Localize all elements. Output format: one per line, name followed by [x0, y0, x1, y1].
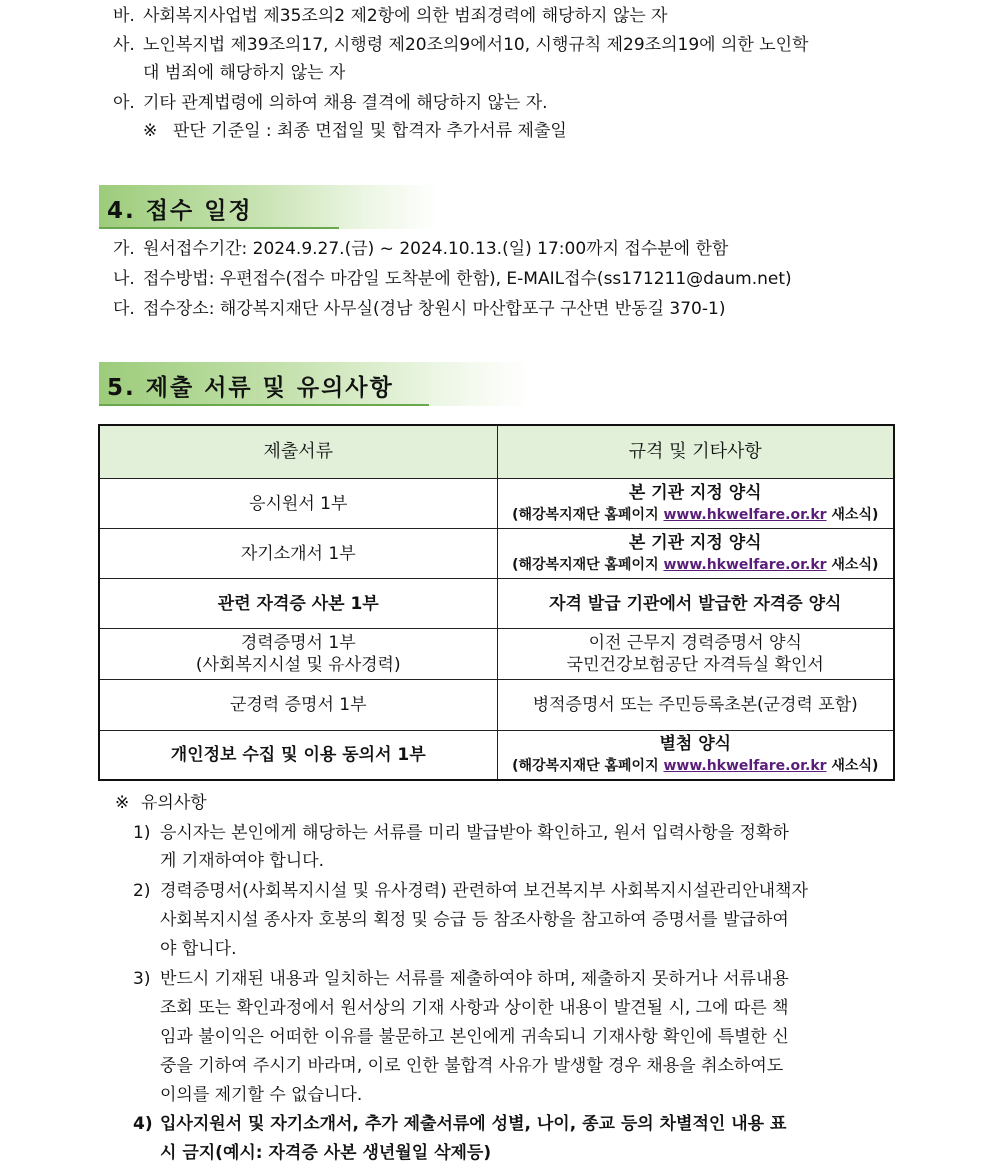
spec-cell: 자격 발급 기관에서 발급한 자격증 양식 — [497, 579, 894, 629]
spec-line: 국민건강보험공단 자격득실 확인서 — [566, 655, 824, 675]
table-row — [99, 731, 894, 780]
list-marker: 바. — [113, 6, 135, 26]
spec-line: 본 기관 지정 양식 — [628, 532, 762, 553]
table-row — [99, 529, 894, 579]
spec-cell — [497, 629, 894, 680]
schedule-text: 접수장소: 해강복지재단 사무실(경남 창원시 마산합포구 구산면 반동길 370-1) — [143, 299, 726, 319]
spec-text: 새소식) — [826, 757, 879, 774]
list-item — [113, 4, 667, 28]
notes-title — [115, 791, 207, 815]
spec-text: (해강복지재단 홈페이지 — [512, 556, 664, 573]
list-marker: 가. — [113, 239, 135, 259]
spec-line — [502, 554, 890, 576]
homepage-link[interactable]: www.hkwelfare.or.kr — [663, 506, 827, 523]
note-text-line: 경력증명서(사회복지시설 및 유사경력) 관련하여 보건복지부 사회복지시설관리안내책자 — [160, 881, 808, 901]
list-text: 대 범죄에 해당하지 않는 자 — [143, 63, 346, 83]
list-text: 기타 관계법령에 의하여 채용 결격에 해당하지 않는 자. — [143, 93, 548, 113]
schedule-text: 원서접수기간: 2024.9.27.(금) ~ 2024.10.13.(일) 17:00까지 접수분에 한함 — [143, 239, 729, 259]
table-row — [99, 579, 894, 629]
note-text-line: 시 금지(예시: 자격증 사본 생년월일 삭제등) — [160, 1143, 492, 1163]
spec-text: (해강복지재단 홈페이지 — [512, 757, 664, 774]
table-row — [99, 479, 894, 529]
note-text-line: 임과 불이익은 어떠한 이유를 불문하고 본인에게 귀속되니 기재사항 확인에 특별한 신 — [160, 1027, 789, 1047]
list-item — [113, 33, 808, 57]
section-5-title: 5. 제출 서류 및 유의사항 — [107, 375, 394, 401]
spec-line — [502, 755, 890, 777]
note-text-line: 야 합니다. — [160, 939, 237, 959]
table-header-row — [99, 425, 894, 479]
table-header: 규격 및 기타사항 — [497, 425, 894, 479]
schedule-item — [113, 237, 728, 261]
note-text-line: 반드시 기재된 내용과 일치하는 서류를 제출하여야 하며, 제출하지 못하거나 서류내용 — [160, 969, 789, 989]
spec-line — [502, 504, 890, 526]
spec-cell — [497, 479, 894, 529]
note-item — [143, 119, 567, 143]
doc-cell: 자기소개서 1부 — [99, 529, 497, 579]
spec-text: (해강복지재단 홈페이지 — [512, 506, 664, 523]
list-item — [113, 91, 548, 115]
note-text: 판단 기준일 : 최종 면접일 및 합격자 추가서류 제출일 — [173, 121, 567, 141]
list-text: 노인복지법 제39조의17, 시행령 제20조의9에서10, 시행규칙 제29조의19에 의한 노인학 — [143, 35, 809, 55]
note-text-line: 응시자는 본인에게 해당하는 서류를 미리 발급받아 확인하고, 원서 입력사항을 정확하 — [160, 823, 789, 843]
spec-line: 이전 근무지 경력증명서 양식 — [588, 633, 802, 653]
reference-mark: ※ — [115, 793, 130, 813]
list-text: 사회복지사업법 제35조의2 제2항에 의한 범죄경력에 해당하지 않는 자 — [143, 6, 668, 26]
spec-line: 별첨 양식 — [659, 733, 732, 754]
schedule-item — [113, 267, 792, 291]
doc-cell: 응시원서 1부 — [99, 479, 497, 529]
list-item-continuation — [143, 61, 345, 85]
list-marker: 사. — [113, 35, 135, 55]
section-5-header — [99, 362, 529, 406]
reference-mark: ※ — [143, 121, 158, 141]
spec-cell — [497, 529, 894, 579]
table-row — [99, 629, 894, 680]
spec-cell — [497, 731, 894, 780]
doc-cell: 개인정보 수집 및 이용 동의서 1부 — [99, 731, 497, 780]
list-marker: 나. — [113, 269, 135, 289]
schedule-text: 접수방법: 우편접수(접수 마감일 도착분에 한함), E-MAIL접수(ss171211@daum.net) — [143, 269, 792, 289]
spec-cell: 병적증명서 또는 주민등록초본(군경력 포함) — [497, 680, 894, 731]
doc-cell: 군경력 증명서 1부 — [99, 680, 497, 731]
schedule-item — [113, 297, 725, 321]
homepage-link[interactable]: www.hkwelfare.or.kr — [663, 556, 827, 573]
section-4-header — [99, 185, 439, 229]
note-text-line: 이의를 제기할 수 없습니다. — [160, 1085, 363, 1105]
note-number: 3) — [133, 969, 151, 989]
list-marker: 다. — [113, 299, 135, 319]
homepage-link[interactable]: www.hkwelfare.or.kr — [663, 757, 827, 774]
note-text-line: 사회복지시설 종사자 호봉의 획정 및 승급 등 참조사항을 참고하여 증명서를 발급하여 — [160, 910, 789, 930]
doc-cell: 관련 자격증 사본 1부 — [99, 579, 497, 629]
doc-line: (사회복지시설 및 유사경력) — [195, 655, 401, 675]
note-text-line: 조회 또는 확인과정에서 원서상의 기재 사항과 상이한 내용이 발견될 시, 그에 따른 책 — [160, 998, 789, 1018]
note-text-line: 입사지원서 및 자기소개서, 추가 제출서류에 성별, 나이, 종교 등의 차별적인 내용 표 — [160, 1114, 787, 1134]
note-number: 2) — [133, 881, 151, 901]
note-number: 1) — [133, 823, 151, 843]
table-row — [99, 680, 894, 731]
note-number: 4) — [133, 1114, 153, 1134]
spec-line: 본 기관 지정 양식 — [628, 482, 762, 503]
doc-cell — [99, 629, 497, 680]
notes-title-text: 유의사항 — [141, 793, 207, 813]
note-text-line: 게 기재하여야 합니다. — [160, 851, 325, 871]
spec-text: 새소식) — [826, 556, 879, 573]
documents-table — [98, 424, 895, 781]
section-underline — [99, 227, 339, 229]
table-header: 제출서류 — [99, 425, 497, 479]
list-marker: 아. — [113, 93, 135, 113]
note-text-line: 중을 기하여 주시기 바라며, 이로 인한 불합격 사유가 발생할 경우 채용을 취소하여도 — [160, 1056, 784, 1076]
spec-text: 새소식) — [826, 506, 879, 523]
section-4-title: 4. 접수 일정 — [107, 198, 253, 224]
section-underline — [99, 404, 429, 406]
doc-line: 경력증명서 1부 — [240, 633, 356, 653]
